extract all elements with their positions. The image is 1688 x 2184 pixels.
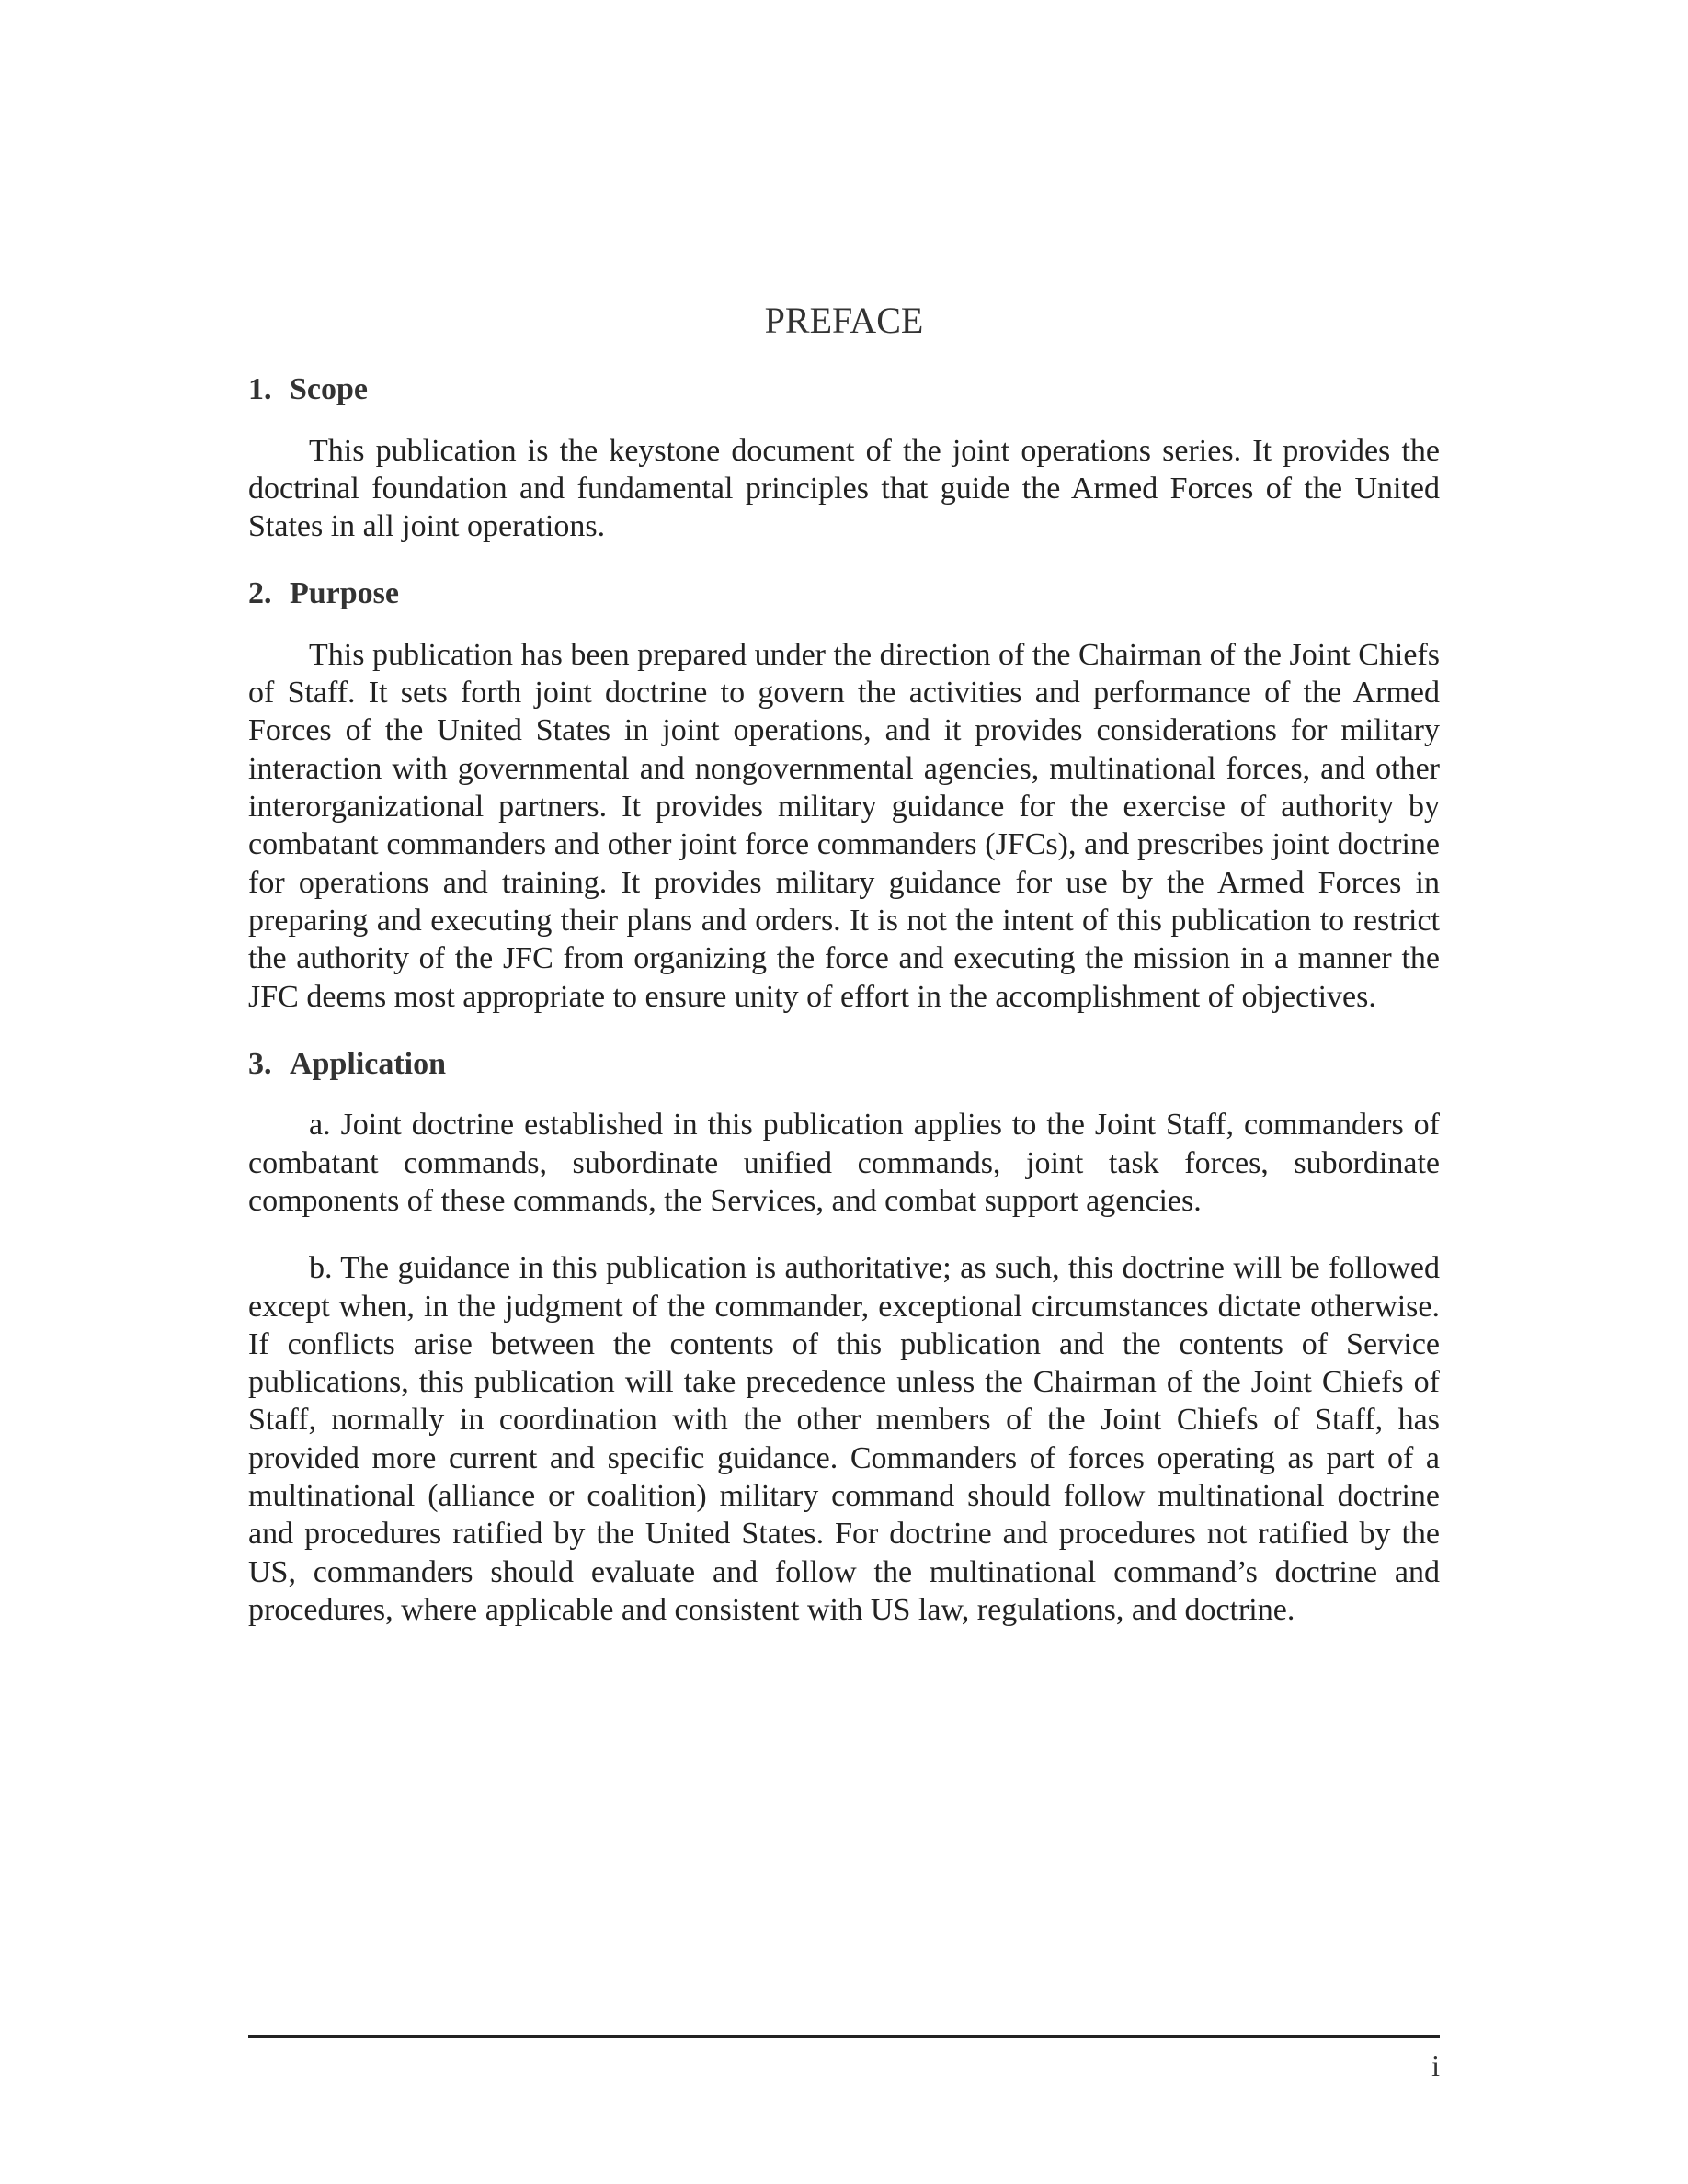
footer-rule xyxy=(248,2035,1440,2038)
paragraph: This publication is the keystone document of the joint operations series. It provides the doctrinal foundation and fundamental principles that guide the Armed Forces of the United States in all joint operations. xyxy=(248,433,1440,544)
section-heading xyxy=(248,574,1440,614)
page-title: PREFACE xyxy=(764,300,924,341)
page-content xyxy=(248,299,1440,1658)
section-number: 3. xyxy=(248,1046,272,1081)
paragraph: a. Joint doctrine established in this publication applies to the Joint Staff, commanders of combatant commands, subordinate unified commands, joint task forces, subordinate components of these commands, the Services, and combat support agencies. xyxy=(248,1108,1440,1218)
section-purpose xyxy=(248,574,1440,1015)
section-application xyxy=(248,1045,1440,1629)
paragraph: b. The guidance in this publication is authoritative; as such, this doctrine will be followed except when, in the judgment of the commander, exceptional circumstances dictate otherwise. If conflicts arise between the contents of this publication and the contents of Service publications, this publication will take precedence unless the Chairman of the Joint Chiefs of Staff, normally in coordination with the other members of the Joint Chiefs of Staff, has provided more current and specific guidance. Commanders of forces operating as part of a multinational (alliance or coalition) military command should follow multinational doctrine and procedures ratified by the United States. For doctrine and procedures not ratified by the US, commanders should evaluate and follow the multinational command’s doctrine and procedures, where applicable and consistent with US law, regulations, and doctrine. xyxy=(248,1251,1440,1627)
section-scope xyxy=(248,370,1440,545)
section-title: Application xyxy=(290,1046,447,1081)
section-title: Purpose xyxy=(290,576,399,611)
section-heading xyxy=(248,1045,1440,1085)
page-number: i xyxy=(1431,2049,1440,2082)
section-heading xyxy=(248,370,1440,410)
section-title: Scope xyxy=(290,372,368,406)
section-number: 2. xyxy=(248,576,272,611)
paragraph: This publication has been prepared under the direction of the Chairman of the Joint Chiefs of Staff. It sets forth joint doctrine to govern the activities and performance of the Armed Forces of the United States in joint operations, and it provides considerations for military interaction with governmental and nongovernmental agencies, multinational forces, and other interorganizational partners. It provides military guidance for the exercise of authority by combatant commanders and other joint force commanders (JFCs), and prescribes joint doctrine for operations and training. It provides military guidance for use by the Armed Forces in preparing and executing their plans and orders. It is not the intent of this publication to restrict the authority of the JFC from organizing the force and executing the mission in a manner the JFC deems most appropriate to ensure unity of effort in the accomplishment of objectives. xyxy=(248,637,1440,1014)
section-number: 1. xyxy=(248,372,272,406)
